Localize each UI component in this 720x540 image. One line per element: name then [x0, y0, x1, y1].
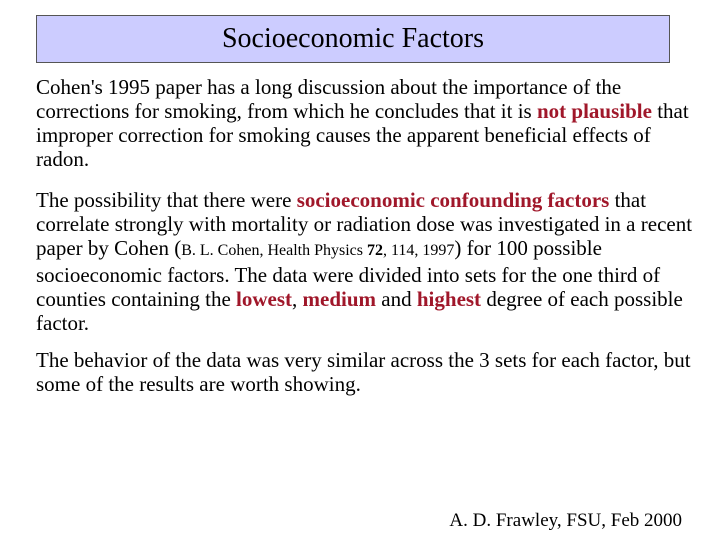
p2-highlight-highest: highest: [416, 287, 482, 311]
paragraph-socioeconomic-factors: [36, 188, 696, 335]
p2-separator-2: and: [376, 287, 417, 311]
citation-pages-year: , 114, 1997: [382, 242, 455, 259]
p2-highlight-lowest: lowest: [236, 287, 293, 311]
slide-title-text: Socioeconomic Factors: [221, 23, 485, 54]
p2-text-a: The possibility that there were: [36, 188, 297, 212]
slide-title: [36, 15, 670, 63]
p1-text-a: Cohen's 1995 paper has a long discussion about the importance of the corrections for smoking, from which he concludes that it is: [36, 75, 622, 123]
p1-text-b: that improper correction for smoking causes the apparent beneficial effects of radon.: [36, 99, 689, 171]
p2-text-b: that correlate strongly with mortality or radiation dose was investigated in a recent paper by Cohen (: [36, 188, 693, 260]
paragraph-smoking-corrections: [36, 75, 696, 171]
p2-highlight-medium: medium: [302, 287, 377, 311]
p2-separator-1: ,: [292, 287, 303, 311]
p1-highlight-not-plausible: not plausible: [536, 99, 652, 123]
citation-author-journal: B. L. Cohen, Health Physics: [181, 242, 367, 259]
paragraph-behavior-summary: The behavior of the data was very similar across the 3 sets for each factor, but some of the results are worth showing.: [36, 348, 691, 396]
p2-text-c: ) for 100 possible socioeconomic factors. The data were divided into sets for the one third of counties containing the: [36, 236, 661, 311]
p2-highlight-confounding-factors: socioeconomic confounding factors: [296, 188, 610, 212]
footer-credit: A. D. Frawley, FSU, Feb 2000: [449, 510, 682, 531]
p2-text-d: degree of each possible factor.: [36, 287, 683, 335]
citation-volume: 72: [366, 242, 383, 259]
